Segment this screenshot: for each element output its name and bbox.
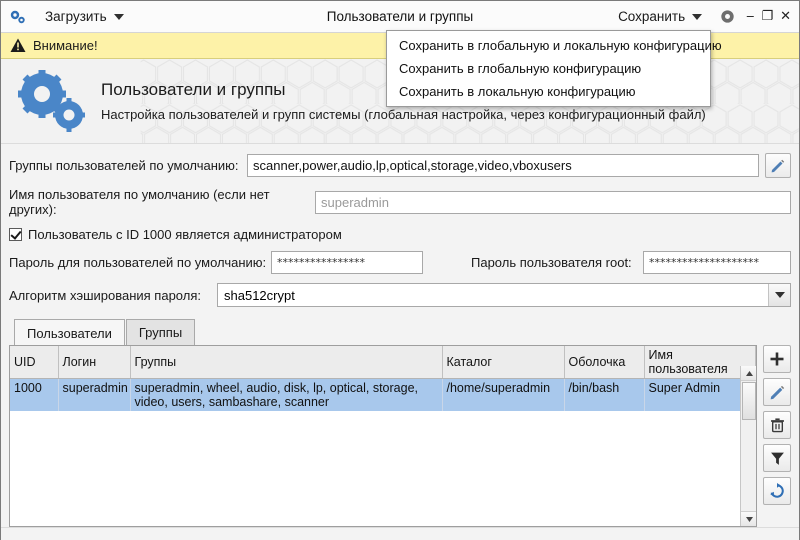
cell-shell: /bin/bash	[564, 379, 644, 412]
minimize-button[interactable]: ‒	[746, 9, 755, 24]
chevron-down-icon	[114, 14, 124, 20]
edit-default-groups-button[interactable]	[765, 153, 791, 178]
table-toolbar	[757, 345, 791, 527]
filter-button[interactable]	[763, 444, 791, 472]
banner-subtitle: Настройка пользователей и групп системы (глобальная настройка, через конфигурационный файл)	[101, 107, 706, 122]
menu-item-save-local[interactable]: Сохранить в локальную конфигурацию	[399, 84, 636, 99]
warning-icon	[10, 38, 26, 53]
table-area	[9, 345, 791, 527]
banner-icon	[1, 68, 101, 134]
window-title: Пользователи и группы	[326, 9, 474, 24]
chevron-down-icon[interactable]	[768, 284, 790, 306]
admin-checkbox[interactable]	[9, 228, 22, 241]
scroll-down-button[interactable]	[741, 511, 757, 526]
banner-title: Пользователи и группы	[101, 80, 286, 99]
default-user-label: Имя пользователя по умолчанию (если нет других):	[9, 187, 270, 217]
plus-icon	[769, 351, 785, 367]
status-bar	[1, 527, 799, 540]
gear-icon	[718, 7, 737, 26]
default-user-input[interactable]: superadmin	[315, 191, 791, 214]
scroll-up-button[interactable]	[741, 366, 757, 381]
default-user-row	[9, 187, 791, 217]
load-menu-label: Загрузить	[45, 9, 107, 24]
chevron-down-icon	[692, 14, 702, 20]
admin-checkbox-label: Пользователь с ID 1000 является администратором	[28, 227, 342, 242]
table-header-row	[10, 346, 756, 379]
form-area	[1, 144, 799, 527]
cell-fullname: Super Admin	[644, 379, 756, 412]
window-controls	[742, 10, 799, 23]
close-button[interactable]: ✕	[780, 9, 791, 24]
default-groups-row	[9, 153, 791, 178]
delete-button[interactable]	[763, 411, 791, 439]
col-shell[interactable]: Оболочка	[564, 346, 644, 379]
cell-uid: 1000	[10, 379, 58, 412]
tab-bar	[14, 318, 791, 345]
cell-groups: superadmin, wheel, audio, disk, lp, optical, storage, video, users, sambashare, scanner	[130, 379, 442, 412]
col-fullname[interactable]: Имя пользователя	[644, 346, 756, 379]
refresh-icon	[769, 483, 785, 499]
cell-login: superadmin	[58, 379, 130, 412]
cell-home: /home/superadmin	[442, 379, 564, 412]
funnel-icon	[770, 451, 785, 466]
col-login[interactable]: Логин	[58, 346, 130, 379]
add-button[interactable]	[763, 345, 791, 373]
save-menu-button[interactable]	[608, 1, 712, 33]
load-menu-button[interactable]	[35, 1, 134, 33]
table-row[interactable]	[10, 379, 756, 412]
root-password-input[interactable]: ********************	[643, 251, 791, 274]
title-bar-right	[608, 1, 799, 33]
hash-algo-row	[9, 283, 791, 307]
pencil-icon	[770, 385, 785, 400]
trash-icon	[770, 418, 785, 433]
table-vertical-scrollbar[interactable]	[740, 366, 756, 526]
maximize-button[interactable]: ❐	[761, 9, 774, 24]
default-password-label: Пароль для пользователей по умолчанию:	[9, 255, 267, 270]
hash-algo-select[interactable]	[217, 283, 791, 307]
menu-item-save-global[interactable]: Сохранить в глобальную конфигурацию	[399, 61, 642, 76]
chevron-down-icon	[746, 517, 753, 522]
save-dropdown-menu[interactable]	[386, 30, 722, 107]
gears-icon	[14, 68, 88, 134]
scroll-thumb[interactable]	[742, 382, 756, 420]
hash-algo-value: sha512crypt	[224, 287, 295, 303]
hash-algo-label: Алгоритм хэширования пароля:	[9, 287, 201, 303]
chevron-up-icon	[746, 371, 753, 376]
title-bar	[1, 1, 799, 33]
menu-item-save-global-local[interactable]: Сохранить в глобальную и локальную конфигурацию	[399, 38, 722, 53]
tab-groups[interactable]: Группы	[126, 319, 195, 345]
tab-users[interactable]: Пользователи	[14, 319, 125, 346]
save-menu-label: Сохранить	[618, 9, 686, 24]
admin-checkbox-row[interactable]	[9, 227, 791, 242]
col-uid[interactable]: UID	[10, 346, 58, 379]
passwords-row	[9, 251, 791, 274]
col-home[interactable]: Каталог	[442, 346, 564, 379]
root-password-label: Пароль пользователя root:	[471, 255, 632, 270]
app-icon	[1, 1, 35, 33]
users-table[interactable]	[9, 345, 757, 527]
warning-text: Внимание!	[33, 38, 98, 53]
default-groups-label: Группы пользователей по умолчанию:	[9, 158, 239, 173]
settings-button[interactable]	[712, 1, 742, 33]
default-groups-input[interactable]: scanner,power,audio,lp,optical,storage,video,vboxusers	[247, 154, 759, 177]
default-password-input[interactable]: ****************	[271, 251, 423, 274]
col-groups[interactable]: Группы	[130, 346, 442, 379]
edit-button[interactable]	[763, 378, 791, 406]
refresh-button[interactable]	[763, 477, 791, 505]
pencil-icon	[771, 159, 785, 173]
